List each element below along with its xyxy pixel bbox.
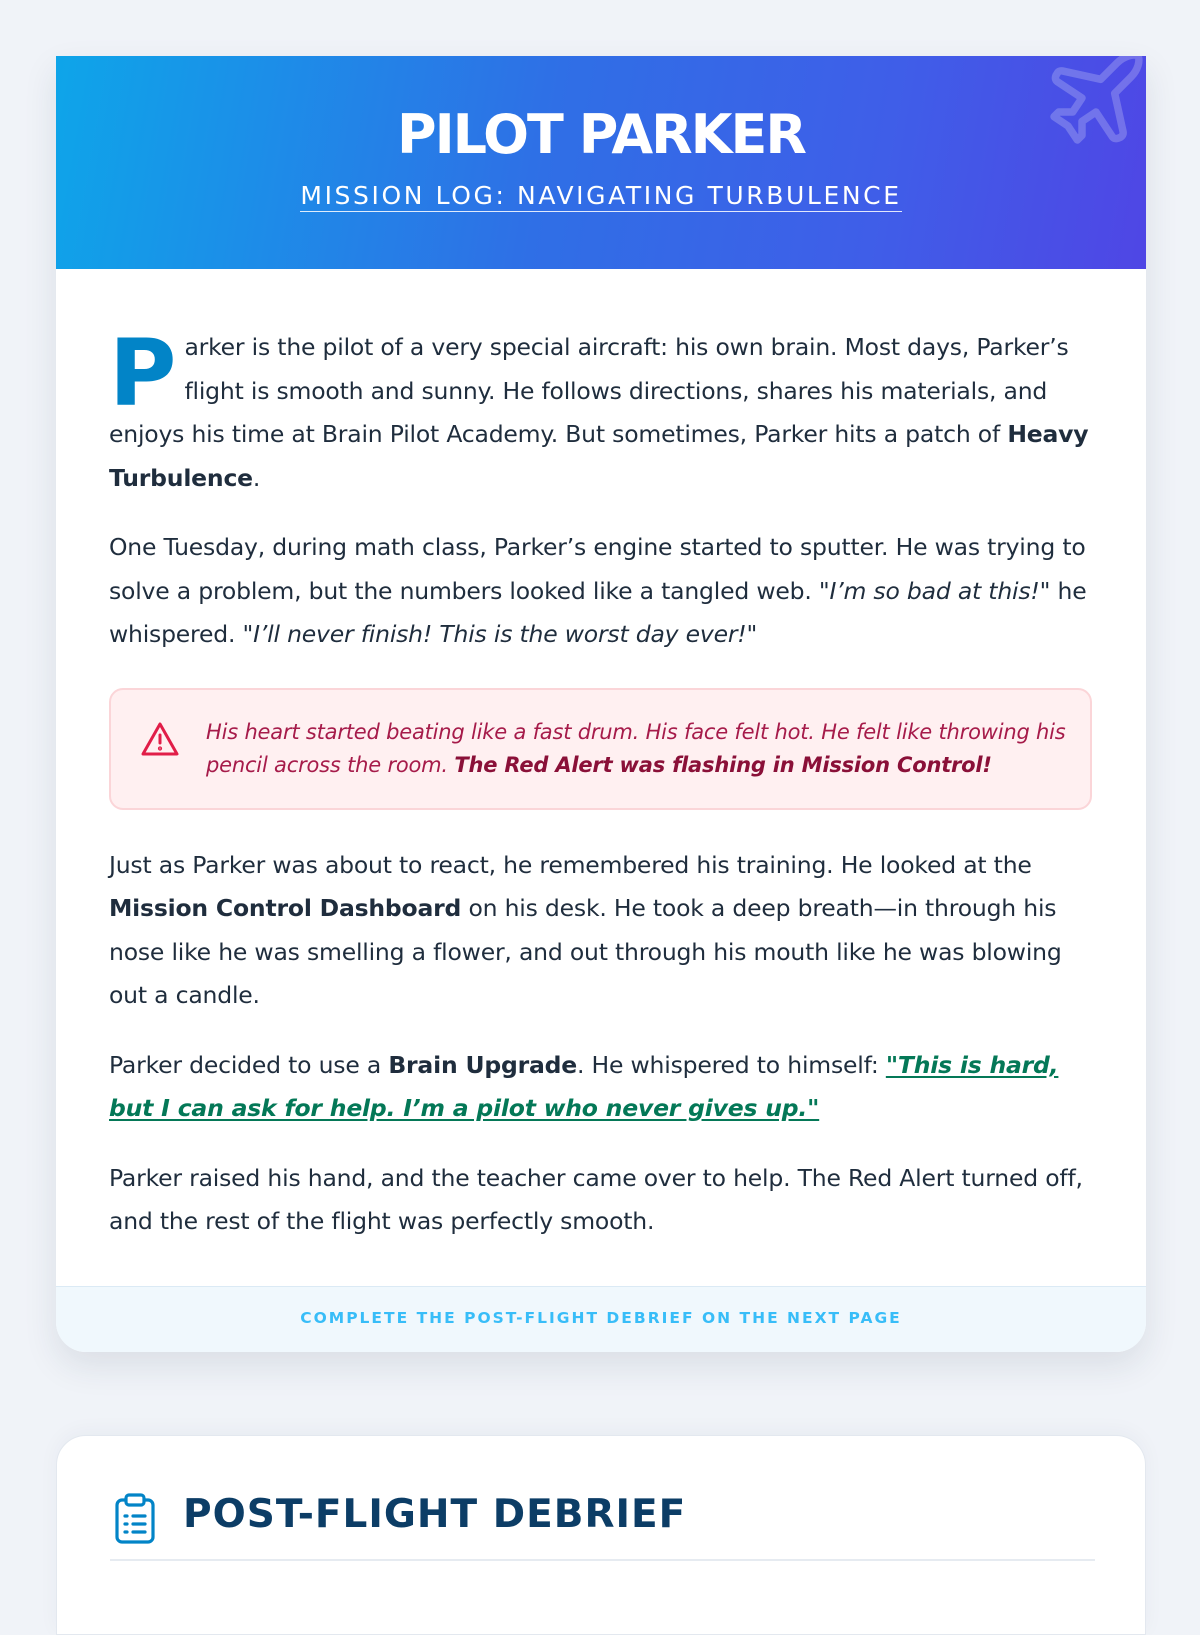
drop-cap: P bbox=[109, 320, 175, 427]
paragraph-4-text: Parker decided to use a bbox=[109, 1050, 389, 1079]
red-alert-callout bbox=[109, 688, 1092, 810]
parker-quote-1: "I’m so bad at this!" bbox=[818, 576, 1051, 605]
story-body bbox=[109, 321, 1094, 1244]
paragraph-5-text: Parker raised his hand, and the teacher came over to help. The Red Alert turned off, and the rest of the flight was perfectly smooth. bbox=[109, 1163, 1083, 1235]
alert-text bbox=[206, 716, 1066, 782]
story-paragraph-5 bbox=[109, 1157, 1094, 1244]
debrief-divider bbox=[110, 1559, 1095, 1561]
paragraph-3-end: on his desk. He took a deep breath—in through his nose like he was smelling a flower, and out through his mouth like he was blowing out a candle. bbox=[109, 894, 1062, 1009]
story-paragraph-3 bbox=[109, 844, 1094, 1018]
story-subtitle-wrap bbox=[56, 183, 1146, 212]
story-paragraph-1 bbox=[109, 320, 1094, 500]
brain-upgrade-quote: "This is hard, but I can ask for help. I’m a pilot who never gives up." bbox=[109, 1050, 1059, 1122]
paragraph-2-text: One Tuesday, during math class, Parker’s engine started to sputter. He was trying to solve a problem, but the numbers looked like a tangled web. bbox=[109, 533, 1086, 605]
story-title: PILOT PARKER bbox=[397, 103, 805, 166]
brain-upgrade-term: Brain Upgrade bbox=[388, 1050, 577, 1079]
mission-control-dashboard-term: Mission Control Dashboard bbox=[109, 894, 462, 922]
alert-body: His heart started beating like a fast drum. His face felt hot. He felt like throwing his pencil across the room. bbox=[206, 719, 1066, 777]
parker-quote-2: "I’ll never finish! This is the worst day ever!" bbox=[242, 620, 758, 648]
story-subtitle: MISSION LOG: NAVIGATING TURBULENCE bbox=[300, 181, 902, 210]
alert-emphasis: The Red Alert was flashing in Mission Control! bbox=[454, 752, 992, 777]
story-paragraph-2 bbox=[109, 526, 1094, 657]
story-footer: COMPLETE THE POST-FLIGHT DEBRIEF ON THE NEXT PAGE bbox=[56, 1286, 1146, 1352]
story-header bbox=[56, 56, 1146, 269]
paragraph-1-end: . bbox=[252, 463, 261, 492]
story-paragraph-4 bbox=[109, 1044, 1094, 1131]
clipboard-icon bbox=[113, 1493, 157, 1545]
paragraph-2-middle: he whispered. bbox=[109, 576, 1087, 648]
debrief-card bbox=[56, 1435, 1146, 1635]
story-card bbox=[56, 56, 1146, 1352]
paragraph-1-text: arker is the pilot of a very special aircraft: his own brain. Most days, Parker’s flight is smooth and sunny. He follows directions, shares his materials, and enjoys his time at Brain Pilot Academy. But sometimes, Parker hits a patch of bbox=[109, 333, 1069, 448]
paragraph-3-text: Just as Parker was about to react, he remembered his training. He looked at the bbox=[109, 850, 1032, 879]
heavy-turbulence-term: Heavy Turbulence bbox=[109, 420, 1089, 492]
warning-icon bbox=[140, 721, 180, 757]
paragraph-4-middle: . He whispered to himself: bbox=[577, 1050, 886, 1079]
debrief-title: POST-FLIGHT DEBRIEF bbox=[183, 1492, 687, 1537]
